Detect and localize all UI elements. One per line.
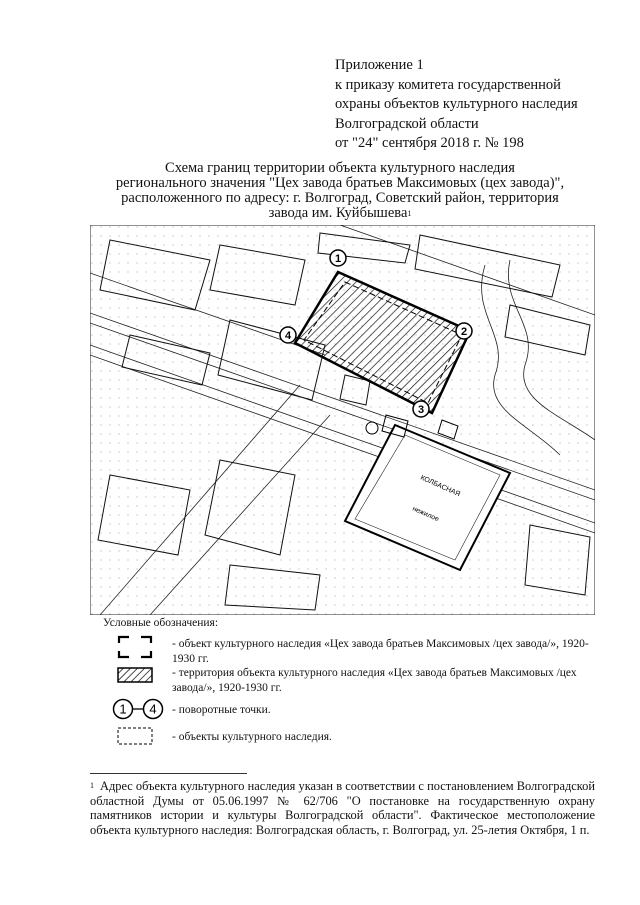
- scheme-title: [80, 161, 600, 221]
- legend-item-heritage-objects: - объекты культурного наследия.: [172, 731, 332, 743]
- turning-point-label: 4: [284, 330, 292, 342]
- legend-point-label: 1: [119, 701, 127, 717]
- turning-point-label: 2: [460, 326, 468, 338]
- legend-heritage-objects-symbol: [117, 727, 153, 745]
- legend-title: Условные обозначения:: [103, 617, 219, 629]
- header-line: охраны объектов культурного наследия: [335, 96, 578, 112]
- footnote-text: Адрес объекта культурного наследия указан в соответствии с постановлением Волгоградской областной Думы от 05.06.1997 № 62/706 "О постановке на государственную охрану памятников истории и культуры Волгоградской области". Фактическое местоположение объекта культурного наследия: Волгоградская область, г. Волгоград, ул. 25-летия Октября, 1 п.: [90, 779, 595, 837]
- title-line: регионального значения "Цех завода братьев Максимовых (цех завода)",: [115, 175, 565, 191]
- header-line: к приказу комитета государственной: [335, 76, 561, 93]
- title-line-text: завода им. Куйбышева: [268, 205, 408, 221]
- legend-turning-points-symbol: [112, 697, 164, 721]
- site-plan-map: [90, 225, 595, 615]
- title-line: Схема границ территории объекта культурного наследия: [165, 160, 515, 176]
- legend-point-label: 4: [149, 701, 157, 717]
- title-line: [80, 206, 600, 221]
- legend-item-heritage-object: - объект культурного наследия «Цех завода братьев Максимовых /цех завода/», 1920-1930 гг.: [172, 638, 589, 665]
- footnote-mark: 1: [90, 781, 94, 790]
- legend-territory-symbol: [117, 667, 153, 683]
- footnote: [90, 779, 595, 837]
- order-header: [335, 56, 625, 154]
- map-label-nezhilaya: нежилое: [411, 505, 440, 524]
- header-line: Волгоградской области: [335, 115, 479, 132]
- footnote-ref: 1: [407, 209, 412, 218]
- footnote-separator: [90, 773, 247, 774]
- turning-point: [456, 323, 472, 339]
- legend-item-turning-points: - поворотные точки.: [172, 704, 271, 716]
- map-label-kolbasnaya: КОЛБАСНАЯ: [419, 474, 462, 499]
- legend-item-territory: - территория объекта культурного наследия «Цех завода братьев Максимовых /цех завода/», 1920-1930 гг.: [172, 667, 577, 694]
- title-line: расположенного по адресу: г. Волгоград, Советский район, территория: [121, 190, 559, 206]
- turning-point: [280, 327, 296, 343]
- turning-point: [413, 401, 429, 417]
- legend-heritage-object-symbol: [117, 635, 153, 659]
- turning-point-label: 1: [334, 253, 342, 265]
- header-line: от "24" сентября 2018 г. № 198: [335, 135, 524, 151]
- turning-point: [330, 250, 346, 266]
- turning-point-label: 3: [417, 404, 425, 416]
- header-line: Приложение 1: [335, 57, 424, 73]
